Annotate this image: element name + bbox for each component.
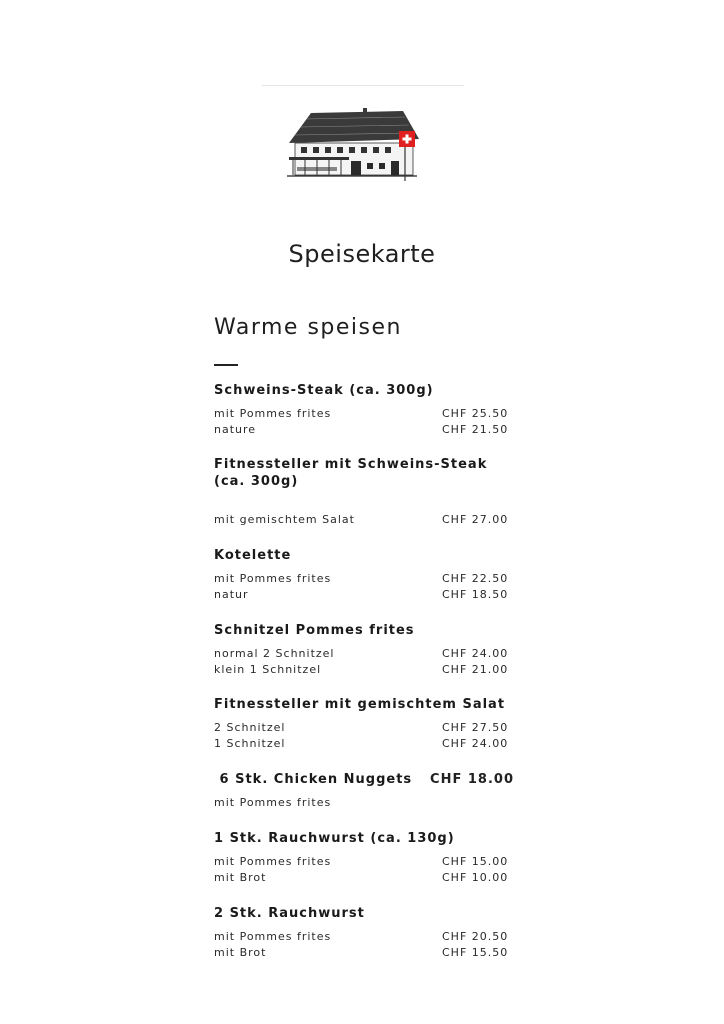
option-price: CHF 21.50 <box>442 422 509 436</box>
dish-name: Fitnessteller mit Schweins-Steak (ca. 300g) <box>214 457 488 489</box>
dish-option <box>214 945 514 961</box>
option-label: mit Pommes frites <box>214 796 332 809</box>
dish-option <box>214 854 514 870</box>
option-price: CHF 27.50 <box>442 721 509 734</box>
option-label: 2 Schnitzel <box>214 721 286 734</box>
option-label: nature <box>214 422 257 436</box>
menu-item <box>214 696 514 751</box>
dish-option <box>214 662 514 678</box>
dish-option <box>214 587 514 603</box>
dish-name: 6 Stk. Chicken Nuggets <box>214 772 413 787</box>
menu-item <box>214 622 514 677</box>
dish-option <box>214 795 514 811</box>
option-label: mit Pommes frites <box>214 407 332 420</box>
dish-option <box>214 406 514 422</box>
option-price: CHF 18.50 <box>442 587 509 601</box>
menu-item <box>214 905 514 960</box>
option-price: CHF 15.50 <box>442 945 509 959</box>
dish-price: CHF 18.00 <box>430 772 514 787</box>
option-price: CHF 25.50 <box>442 407 509 420</box>
option-price: CHF 27.00 <box>442 513 509 526</box>
option-price: CHF 24.00 <box>442 647 509 660</box>
dish-name: Schnitzel Pommes frites <box>214 623 415 638</box>
menu-item <box>214 830 514 885</box>
section-divider <box>214 364 238 366</box>
dish-name: Fitnessteller mit gemischtem Salat <box>214 697 506 712</box>
page-title: Speisekarte <box>288 240 436 268</box>
dish-option <box>214 571 514 587</box>
option-price: CHF 20.50 <box>442 930 509 943</box>
option-label: normal 2 Schnitzel <box>214 647 335 660</box>
menu-item <box>214 547 514 602</box>
menu-item <box>214 456 514 528</box>
menu-item <box>214 382 514 437</box>
menu-item <box>214 771 514 811</box>
farmhouse-logo <box>285 105 430 185</box>
dish-option <box>214 422 514 438</box>
option-label: mit Pommes frites <box>214 930 332 943</box>
option-price: CHF 10.00 <box>442 870 509 884</box>
dish-option <box>214 736 514 752</box>
top-divider <box>262 85 464 86</box>
dish-option <box>214 512 514 528</box>
option-label: 1 Schnitzel <box>214 736 286 750</box>
option-price: CHF 21.00 <box>442 662 509 676</box>
option-label: mit gemischtem Salat <box>214 513 355 526</box>
dish-name: Kotelette <box>214 548 292 563</box>
dish-option <box>214 870 514 886</box>
option-price: CHF 24.00 <box>442 736 509 750</box>
dish-option <box>214 646 514 662</box>
option-label: natur <box>214 587 249 601</box>
dish-name: 1 Stk. Rauchwurst (ca. 130g) <box>214 831 455 846</box>
dish-name: 2 Stk. Rauchwurst <box>214 906 365 921</box>
option-price: CHF 15.00 <box>442 855 509 868</box>
option-price: CHF 22.50 <box>442 572 509 585</box>
section-title: Warme speisen <box>214 315 402 340</box>
option-label: mit Pommes frites <box>214 572 332 585</box>
option-label: mit Brot <box>214 945 267 959</box>
option-label: klein 1 Schnitzel <box>214 662 322 676</box>
option-label: mit Pommes frites <box>214 855 332 868</box>
option-label: mit Brot <box>214 870 267 884</box>
dish-option <box>214 720 514 736</box>
dish-option <box>214 929 514 945</box>
dish-name: Schweins-Steak (ca. 300g) <box>214 383 434 398</box>
